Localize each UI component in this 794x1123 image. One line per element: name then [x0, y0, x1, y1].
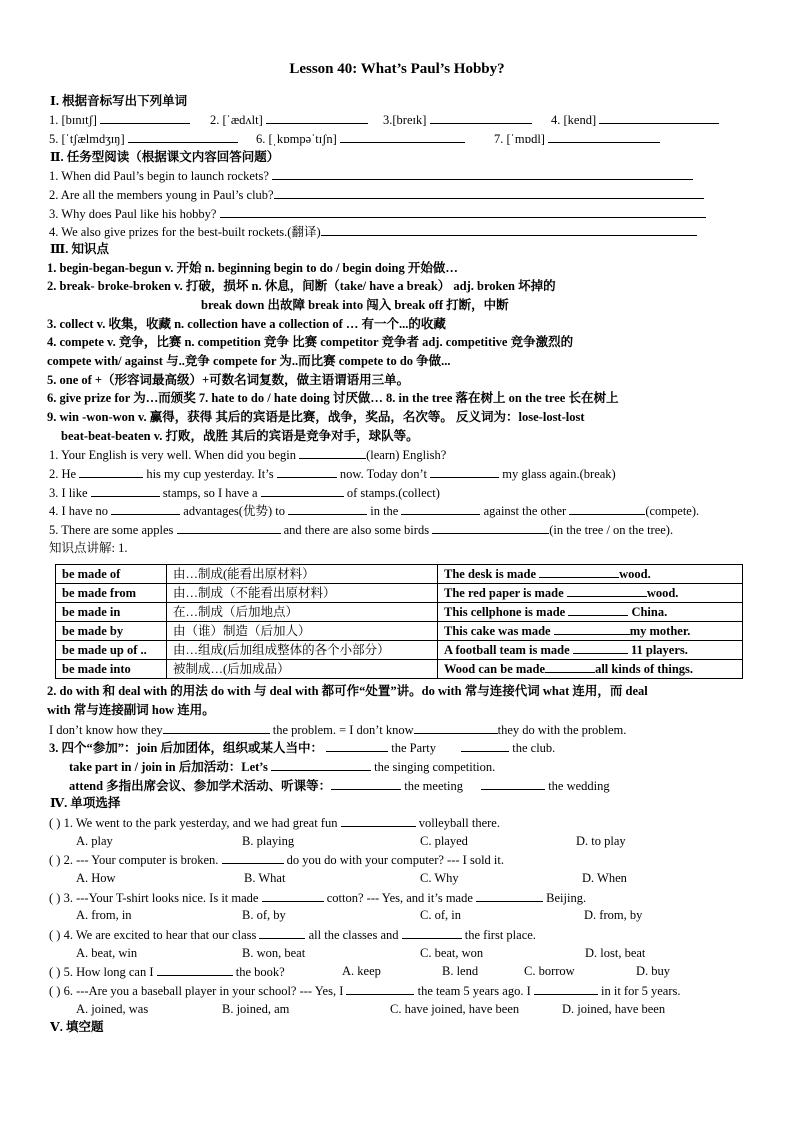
answer-blank[interactable]: [100, 112, 190, 124]
answer-blank[interactable]: [476, 890, 543, 902]
knowledge-point-3: 3. collect v. 收集，收藏 n. collection have a collection of … 有一个...的收藏: [47, 317, 446, 331]
reading-question-4: 4. We also give prizes for the best-built rockets.(翻译): [49, 224, 697, 240]
answer-blank[interactable]: [128, 131, 238, 143]
answer-blank[interactable]: [539, 566, 619, 578]
answer-blank[interactable]: [432, 522, 549, 534]
fill-question-4: 4. I have no advantages(优势) to in the against the other (compete).: [49, 504, 700, 518]
answer-blank[interactable]: [414, 722, 498, 734]
answer-blank[interactable]: [567, 585, 647, 597]
table-row: [56, 603, 743, 622]
mc-question-4: ( ) 4. We are excited to hear that our class all the classes and the first place.: [49, 928, 536, 942]
mc-question-3: ( ) 3. ---Your T-shirt looks nice. Is it made cotton? --- Yes, and it’s made Beijing.: [49, 891, 587, 905]
table-row: [56, 584, 743, 603]
answer-blank[interactable]: [272, 168, 693, 180]
mc-option[interactable]: C. of, in: [420, 908, 461, 922]
example-cell: The red paper is made wood.: [438, 584, 743, 603]
explanation-label: 知识点讲解: 1.: [49, 541, 128, 555]
answer-blank[interactable]: [534, 983, 598, 995]
example-cell: This cellphone is made China.: [438, 603, 743, 622]
answer-blank[interactable]: [266, 112, 368, 124]
meaning-cell: 由…制成(能看出原材料）: [167, 565, 438, 584]
meaning-cell: 在…制成（后加地点）: [167, 603, 438, 622]
mc-option[interactable]: A. beat, win: [76, 946, 138, 960]
phonetic-4: 4. [kend]: [551, 112, 719, 128]
answer-blank[interactable]: [222, 852, 284, 864]
answer-blank[interactable]: [288, 503, 367, 515]
fill-question-3: 3. I like stamps, so I have a of stamps.(collect): [49, 486, 440, 500]
answer-blank[interactable]: [177, 522, 281, 534]
fill-question-2: 2. He his my cup yesterday. It’s now. Today don’t my glass again.(break): [49, 467, 616, 481]
made-phrases-table: [55, 564, 743, 679]
mc-option[interactable]: A. joined, was: [76, 1002, 149, 1016]
phonetic-3: 3.[breɪk]: [383, 112, 532, 128]
mc-question-5: ( ) 5. How long can I the book?: [49, 965, 285, 979]
phonetic-5: 5. [ˈtʃælmdʒɪŋ]: [49, 131, 238, 147]
table-row: [56, 565, 743, 584]
answer-blank[interactable]: [340, 131, 465, 143]
knowledge-point-1: 1. begin-began-begun v. 开始 n. beginning begin to do / begin doing 开始做…: [47, 261, 458, 275]
table-row: [56, 622, 743, 641]
mc-option[interactable]: D. from, by: [584, 908, 643, 922]
answer-blank[interactable]: [568, 604, 628, 616]
example-cell: A football team is made 11 players.: [438, 641, 743, 660]
knowledge-point-2: 2. break- broke-broken v. 打破，损坏 n. 休息，间断（take/ have a break） adj. broken 坏掉的: [47, 279, 556, 293]
mc-option[interactable]: B. won, beat: [242, 946, 306, 960]
do-with-note-2: with 常与连接副词 how 连用。: [47, 703, 215, 717]
answer-blank[interactable]: [299, 447, 366, 459]
mc-option[interactable]: A. keep: [342, 964, 381, 978]
reading-question-3: 3. Why does Paul like his hobby?: [49, 206, 706, 222]
fill-question-1: 1. Your English is very well. When did you begin (learn) English?: [49, 448, 447, 462]
answer-blank[interactable]: [326, 740, 388, 752]
meaning-cell: 由…制成（不能看出原材料）: [167, 584, 438, 603]
table-row: [56, 641, 743, 660]
example-cell: The desk is made wood.: [438, 565, 743, 584]
phrase-cell: be made by: [56, 622, 167, 641]
knowledge-point-2b: break down 出故障 break into 闯入 break off 打断，中断: [201, 298, 509, 312]
mc-option[interactable]: C. have joined, have been: [390, 1002, 520, 1016]
phonetic-7: 7. [ˈmɒdl]: [494, 131, 660, 147]
mc-option[interactable]: B. playing: [242, 834, 295, 848]
answer-blank[interactable]: [259, 927, 305, 939]
meaning-cell: 由…组成(后加组成整体的各个小部分）: [167, 641, 438, 660]
phonetic-6: 6. [ˌkɒmpəˈtɪʃn]: [256, 131, 465, 147]
answer-blank[interactable]: [401, 503, 480, 515]
take-part-note: take part in / join in 后加活动：Let’s the singing competition.: [69, 760, 496, 774]
mc-option[interactable]: D. When: [582, 871, 627, 885]
knowledge-point-5: 5. one of +（形容词最高级）+可数名词复数，做主语谓语用三单。: [47, 373, 410, 387]
knowledge-point-4: 4. compete v. 竞争，比赛 n. competition 竞争 比赛 competitor 竞争者 adj. competitive 竞争激烈的: [47, 335, 574, 349]
knowledge-point-4b: compete with/ against 与..竞争 compete for 为..而比赛 compete to do 争做...: [47, 354, 451, 368]
answer-blank[interactable]: [548, 131, 660, 143]
mc-option[interactable]: D. lost, beat: [585, 946, 646, 960]
table-row: [56, 660, 743, 679]
meaning-cell: 由（谁）制造（后加人）: [167, 622, 438, 641]
phonetic-2: 2. [ˈædʌlt]: [210, 112, 368, 128]
knowledge-point-9b: beat-beat-beaten v. 打败，战胜 其后的宾语是竞争对手，球队等。: [61, 429, 419, 443]
mc-option[interactable]: C. Why: [420, 871, 459, 885]
answer-blank[interactable]: [163, 722, 270, 734]
phrase-cell: be made from: [56, 584, 167, 603]
knowledge-point-6-8: 6. give prize for 为…而颁奖 7. hate to do / hate doing 讨厌做… 8. in the tree 落在树上 on the tree 长在树上: [47, 391, 619, 405]
mc-option[interactable]: A. from, in: [76, 908, 132, 922]
phrase-cell: be made up of ..: [56, 641, 167, 660]
example-cell: Wood can be made all kinds of things.: [438, 660, 743, 679]
join-note: 3. 四个“参加”：join 后加团体，组织或某人当中： the Party the club.: [49, 741, 556, 755]
section-2-heading: Ⅱ. 任务型阅读（根据课文内容回答问题）: [50, 150, 280, 164]
mc-option[interactable]: B. lend: [442, 964, 479, 978]
answer-blank[interactable]: [321, 224, 697, 236]
answer-blank[interactable]: [346, 983, 414, 995]
answer-blank[interactable]: [157, 964, 233, 976]
attend-note: attend 多指出席会议、参加学术活动、听课等： the meeting the wedding: [69, 779, 610, 793]
answer-blank[interactable]: [569, 503, 645, 515]
answer-blank[interactable]: [271, 759, 371, 771]
do-with-example: I don’t know how they the problem. = I don’t know they do with the problem.: [49, 723, 627, 737]
fill-question-5: 5. There are some apples and there are also some birds (in the tree / on the tree).: [49, 523, 674, 537]
phrase-cell: be made into: [56, 660, 167, 679]
mc-question-2: ( ) 2. --- Your computer is broken. do you do with your computer? --- I sold it.: [49, 853, 504, 867]
mc-option[interactable]: C. borrow: [524, 964, 575, 978]
mc-question-6: ( ) 6. ---Are you a baseball player in your school? --- Yes, I the team 5 years ago. I in it for 5 years.: [49, 984, 681, 998]
do-with-note: 2. do with 和 deal with 的用法 do with 与 deal with 都可作“处置”讲。do with 常与连接代词 what 连用，而 deal: [47, 684, 648, 698]
answer-blank[interactable]: [261, 485, 344, 497]
answer-blank[interactable]: [277, 466, 337, 478]
answer-blank[interactable]: [331, 778, 401, 790]
mc-option[interactable]: A. How: [76, 871, 116, 885]
answer-blank[interactable]: [430, 112, 532, 124]
answer-blank[interactable]: [599, 112, 719, 124]
meaning-cell: 被制成…(后加成品）: [167, 660, 438, 679]
answer-blank[interactable]: [341, 815, 416, 827]
reading-question-2: 2. Are all the members young in Paul’s club?: [49, 187, 704, 203]
section-5-heading: Ⅴ. 填空题: [50, 1020, 104, 1034]
mc-option[interactable]: D. buy: [636, 964, 671, 978]
section-3-heading: Ⅲ. 知识点: [50, 242, 109, 256]
mc-option[interactable]: D. to play: [576, 834, 626, 848]
mc-option[interactable]: C. beat, won: [420, 946, 484, 960]
mc-question-1: ( ) 1. We went to the park yesterday, and we had great fun volleyball there.: [49, 816, 500, 830]
answer-blank[interactable]: [554, 623, 630, 635]
page-title: Lesson 40: What’s Paul’s Hobby?: [289, 61, 505, 77]
mc-option[interactable]: A. play: [76, 834, 113, 848]
answer-blank[interactable]: [79, 466, 143, 478]
answer-blank[interactable]: [262, 890, 324, 902]
reading-question-1: 1. When did Paul’s begin to launch rockets?: [49, 168, 693, 184]
phonetic-1: 1. [bɪnɪtʃ]: [49, 112, 190, 128]
answer-blank[interactable]: [430, 466, 499, 478]
mc-option[interactable]: D. joined, have been: [562, 1002, 666, 1016]
example-cell: This cake was made my mother.: [438, 622, 743, 641]
answer-blank[interactable]: [481, 778, 545, 790]
phrase-cell: be made of: [56, 565, 167, 584]
mc-option[interactable]: C. played: [420, 834, 468, 848]
section-1-heading: Ⅰ. 根据音标写出下列单词: [50, 94, 188, 108]
mc-option[interactable]: B. joined, am: [222, 1002, 290, 1016]
answer-blank[interactable]: [402, 927, 462, 939]
answer-blank[interactable]: [220, 206, 706, 218]
answer-blank[interactable]: [274, 187, 704, 199]
answer-blank[interactable]: [461, 740, 509, 752]
answer-blank[interactable]: [573, 642, 628, 654]
phrase-cell: be made in: [56, 603, 167, 622]
answer-blank[interactable]: [545, 661, 595, 673]
section-4-heading: Ⅳ. 单项选择: [50, 796, 121, 810]
mc-option[interactable]: B. What: [244, 871, 286, 885]
answer-blank[interactable]: [111, 503, 180, 515]
knowledge-point-9: 9. win -won-won v. 赢得，获得 其后的宾语是比赛，战争，奖品，名次等。 反义词为：lose-lost-lost: [47, 410, 585, 424]
mc-option[interactable]: B. of, by: [242, 908, 286, 922]
answer-blank[interactable]: [91, 485, 160, 497]
